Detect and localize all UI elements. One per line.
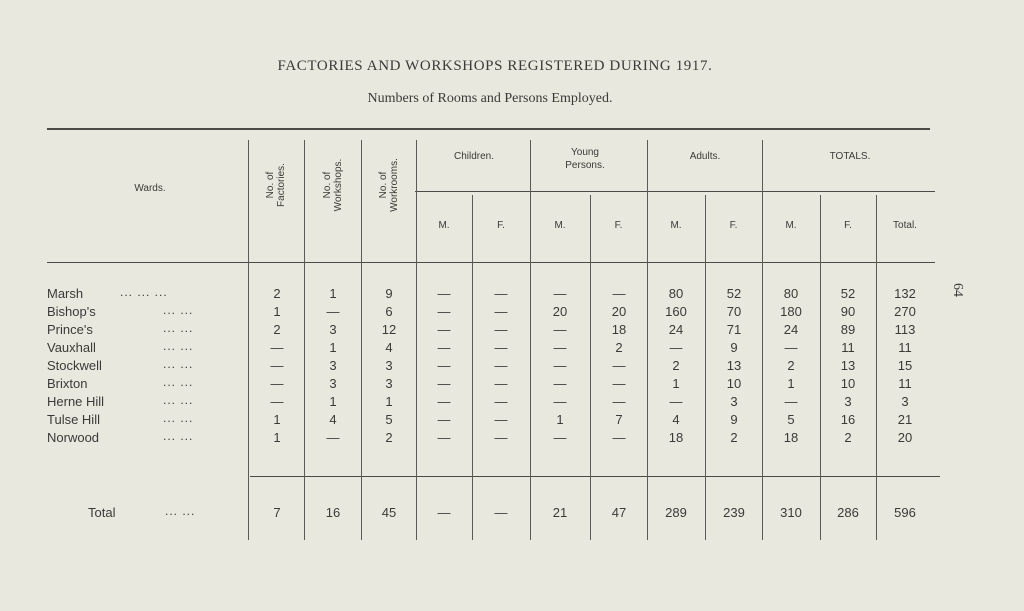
table-cell: —	[437, 340, 451, 355]
col-divider	[820, 195, 821, 540]
table-cell: 16	[840, 412, 856, 427]
header-workrooms: No. of Workrooms.	[378, 158, 400, 212]
table-cell: —	[437, 322, 451, 337]
table-cell: 3	[901, 394, 909, 409]
ward-name: Vauxhall	[47, 340, 96, 355]
ward-name: Bishop's	[47, 304, 96, 319]
table-cell: —	[437, 304, 451, 319]
table-cell: 2	[844, 430, 852, 445]
total-cell: 16	[325, 505, 341, 520]
table-cell: 3	[385, 358, 393, 373]
subheader-rule	[415, 191, 935, 192]
table-cell: 80	[783, 286, 799, 301]
table-cell: —	[270, 340, 284, 355]
table-cell: 2	[615, 340, 623, 355]
table-cell: 3	[385, 376, 393, 391]
table-cell: 52	[840, 286, 856, 301]
table-cell: —	[669, 340, 683, 355]
header-factories: No. of Factories.	[265, 163, 287, 207]
table-cell: —	[553, 322, 567, 337]
col-divider	[647, 140, 648, 540]
leader-dots: ... ...	[163, 393, 194, 407]
table-cell: 20	[552, 304, 568, 319]
table-cell: 160	[665, 304, 687, 319]
table-cell: —	[612, 394, 626, 409]
total-rule	[250, 476, 940, 477]
table-cell: 2	[730, 430, 738, 445]
table-cell: 70	[726, 304, 742, 319]
page-title: FACTORIES AND WORKSHOPS REGISTERED DURING 1917.	[277, 58, 713, 74]
table-cell: 1	[273, 412, 281, 427]
header-children-m: M.	[438, 220, 450, 231]
table-cell: —	[494, 430, 508, 445]
table-cell: —	[437, 430, 451, 445]
table-cell: —	[494, 322, 508, 337]
table-cell: —	[437, 412, 451, 427]
table-cell: 1	[329, 286, 337, 301]
table-cell: 1	[556, 412, 564, 427]
table-cell: —	[553, 286, 567, 301]
page-number: 64	[950, 283, 965, 297]
table-cell: —	[553, 376, 567, 391]
table-cell: 180	[780, 304, 802, 319]
header-workshops: No. of Workshops.	[322, 158, 344, 212]
table-cell: —	[437, 358, 451, 373]
total-cell: —	[494, 505, 508, 520]
total-label: Total	[88, 505, 116, 520]
table-cell: —	[553, 430, 567, 445]
page-subtitle: Numbers of Rooms and Persons Employed.	[367, 91, 613, 106]
col-divider	[361, 140, 362, 540]
table-cell: —	[270, 394, 284, 409]
table-cell: 52	[726, 286, 742, 301]
header-adults-m: M.	[670, 220, 682, 231]
table-cell: 24	[783, 322, 799, 337]
col-divider	[472, 195, 473, 540]
table-cell: —	[437, 286, 451, 301]
table-cell: 270	[894, 304, 916, 319]
table-cell: 9	[385, 286, 393, 301]
table-cell: 10	[840, 376, 856, 391]
ward-name: Brixton	[47, 376, 88, 391]
header-young-persons: Young Persons.	[565, 147, 605, 171]
header-young-f: F.	[614, 220, 623, 231]
table-cell: —	[612, 358, 626, 373]
table-cell: 18	[783, 430, 799, 445]
leader-dots: ... ...	[163, 303, 194, 317]
table-cell: —	[494, 358, 508, 373]
table-cell: 11	[898, 376, 912, 391]
table-cell: —	[494, 340, 508, 355]
table-cell: 113	[894, 322, 916, 337]
total-cell: 310	[780, 505, 802, 520]
ward-name: Prince's	[47, 322, 93, 337]
leader-dots: ... ...	[163, 429, 194, 443]
table-cell: 12	[381, 322, 397, 337]
table-cell: 21	[897, 412, 913, 427]
header-totals-m: M.	[785, 220, 797, 231]
total-cell: 45	[381, 505, 397, 520]
table-cell: 5	[787, 412, 795, 427]
header-children-f: F.	[497, 220, 505, 231]
table-cell: —	[494, 376, 508, 391]
total-cell: 289	[665, 505, 687, 520]
ward-name: Stockwell	[47, 358, 102, 373]
header-totals-f: F.	[844, 220, 852, 231]
table-cell: 1	[385, 394, 393, 409]
table-cell: 1	[672, 376, 680, 391]
col-divider	[590, 195, 591, 540]
table-cell: 1	[329, 340, 337, 355]
header-adults-f: F.	[729, 220, 738, 231]
table-cell: 2	[787, 358, 795, 373]
table-cell: —	[270, 358, 284, 373]
table-cell: —	[326, 430, 340, 445]
ward-name: Norwood	[47, 430, 100, 445]
leader-dots: ... ...	[163, 321, 194, 335]
header-wards: Wards.	[134, 183, 166, 194]
table-cell: 2	[273, 322, 281, 337]
table-cell: 2	[385, 430, 393, 445]
table-cell: 5	[385, 412, 393, 427]
ward-name: Marsh	[47, 286, 84, 301]
table-cell: —	[437, 376, 451, 391]
header-children: Children.	[453, 151, 495, 162]
col-divider	[248, 140, 249, 540]
table-cell: —	[612, 376, 626, 391]
table-cell: 1	[329, 394, 337, 409]
table-cell: 3	[329, 358, 337, 373]
col-divider	[762, 140, 763, 540]
table-cell: 4	[672, 412, 680, 427]
table-cell: —	[494, 286, 508, 301]
leader-dots: ... ...	[163, 375, 194, 389]
table-cell: 13	[726, 358, 742, 373]
header-young-m: M.	[554, 220, 566, 231]
table-cell: 90	[840, 304, 856, 319]
total-cell: —	[437, 505, 451, 520]
total-cell: 596	[894, 505, 916, 520]
table-cell: 4	[385, 340, 393, 355]
table-cell: —	[494, 412, 508, 427]
col-divider	[705, 195, 706, 540]
table-cell: —	[437, 394, 451, 409]
header-bottom-rule	[47, 262, 935, 263]
table-cell: 4	[329, 412, 337, 427]
table-cell: 20	[611, 304, 627, 319]
table-cell: —	[784, 340, 798, 355]
col-divider	[304, 140, 305, 540]
table-cell: —	[494, 394, 508, 409]
table-cell: —	[326, 304, 340, 319]
table-cell: 3	[329, 376, 337, 391]
ward-name: Herne Hill	[47, 394, 105, 409]
table-cell: 89	[840, 322, 856, 337]
table-cell: 132	[894, 286, 916, 301]
table-cell: 13	[840, 358, 856, 373]
table-cell: 2	[672, 358, 680, 373]
table-cell: 7	[615, 412, 623, 427]
table-cell: 15	[897, 358, 913, 373]
table-cell: —	[494, 304, 508, 319]
table-cell: 10	[726, 376, 742, 391]
total-cell: 239	[723, 505, 745, 520]
leader-dots: ... ... ...	[120, 285, 168, 299]
leader-dots: ... ...	[163, 339, 194, 353]
table-cell: 6	[385, 304, 393, 319]
table-cell: 9	[730, 340, 738, 355]
col-divider	[416, 140, 417, 540]
table-cell: 11	[841, 340, 855, 355]
ward-name: Tulse Hill	[47, 412, 100, 427]
table-cell: —	[270, 376, 284, 391]
table-cell: 3	[844, 394, 852, 409]
table-top-rule	[47, 128, 930, 130]
leader-dots: ... ...	[165, 504, 196, 518]
table-cell: 1	[787, 376, 795, 391]
header-adults: Adults.	[689, 151, 721, 162]
table-cell: —	[612, 430, 626, 445]
table-cell: 11	[898, 340, 912, 355]
leader-dots: ... ...	[163, 357, 194, 371]
leader-dots: ... ...	[163, 411, 194, 425]
total-cell: 47	[611, 505, 627, 520]
table-cell: 18	[611, 322, 627, 337]
total-cell: 286	[837, 505, 859, 520]
col-divider	[530, 140, 531, 540]
table-cell: —	[553, 340, 567, 355]
table-cell: 2	[273, 286, 281, 301]
table-cell: 3	[730, 394, 738, 409]
table-cell: 1	[273, 430, 281, 445]
table-cell: —	[553, 394, 567, 409]
table-cell: 20	[897, 430, 913, 445]
table-cell: 9	[730, 412, 738, 427]
header-totals-total: Total.	[893, 220, 917, 231]
table-cell: —	[669, 394, 683, 409]
header-totals: TOTALS.	[829, 151, 871, 162]
table-cell: —	[612, 286, 626, 301]
table-cell: 24	[668, 322, 684, 337]
table-cell: 80	[668, 286, 684, 301]
table-cell: —	[553, 358, 567, 373]
col-divider	[876, 195, 877, 540]
total-cell: 21	[552, 505, 568, 520]
total-cell: 7	[273, 505, 281, 520]
table-cell: 18	[668, 430, 684, 445]
table-cell: —	[784, 394, 798, 409]
table-cell: 3	[329, 322, 337, 337]
table-cell: 71	[726, 322, 742, 337]
table-cell: 1	[273, 304, 281, 319]
